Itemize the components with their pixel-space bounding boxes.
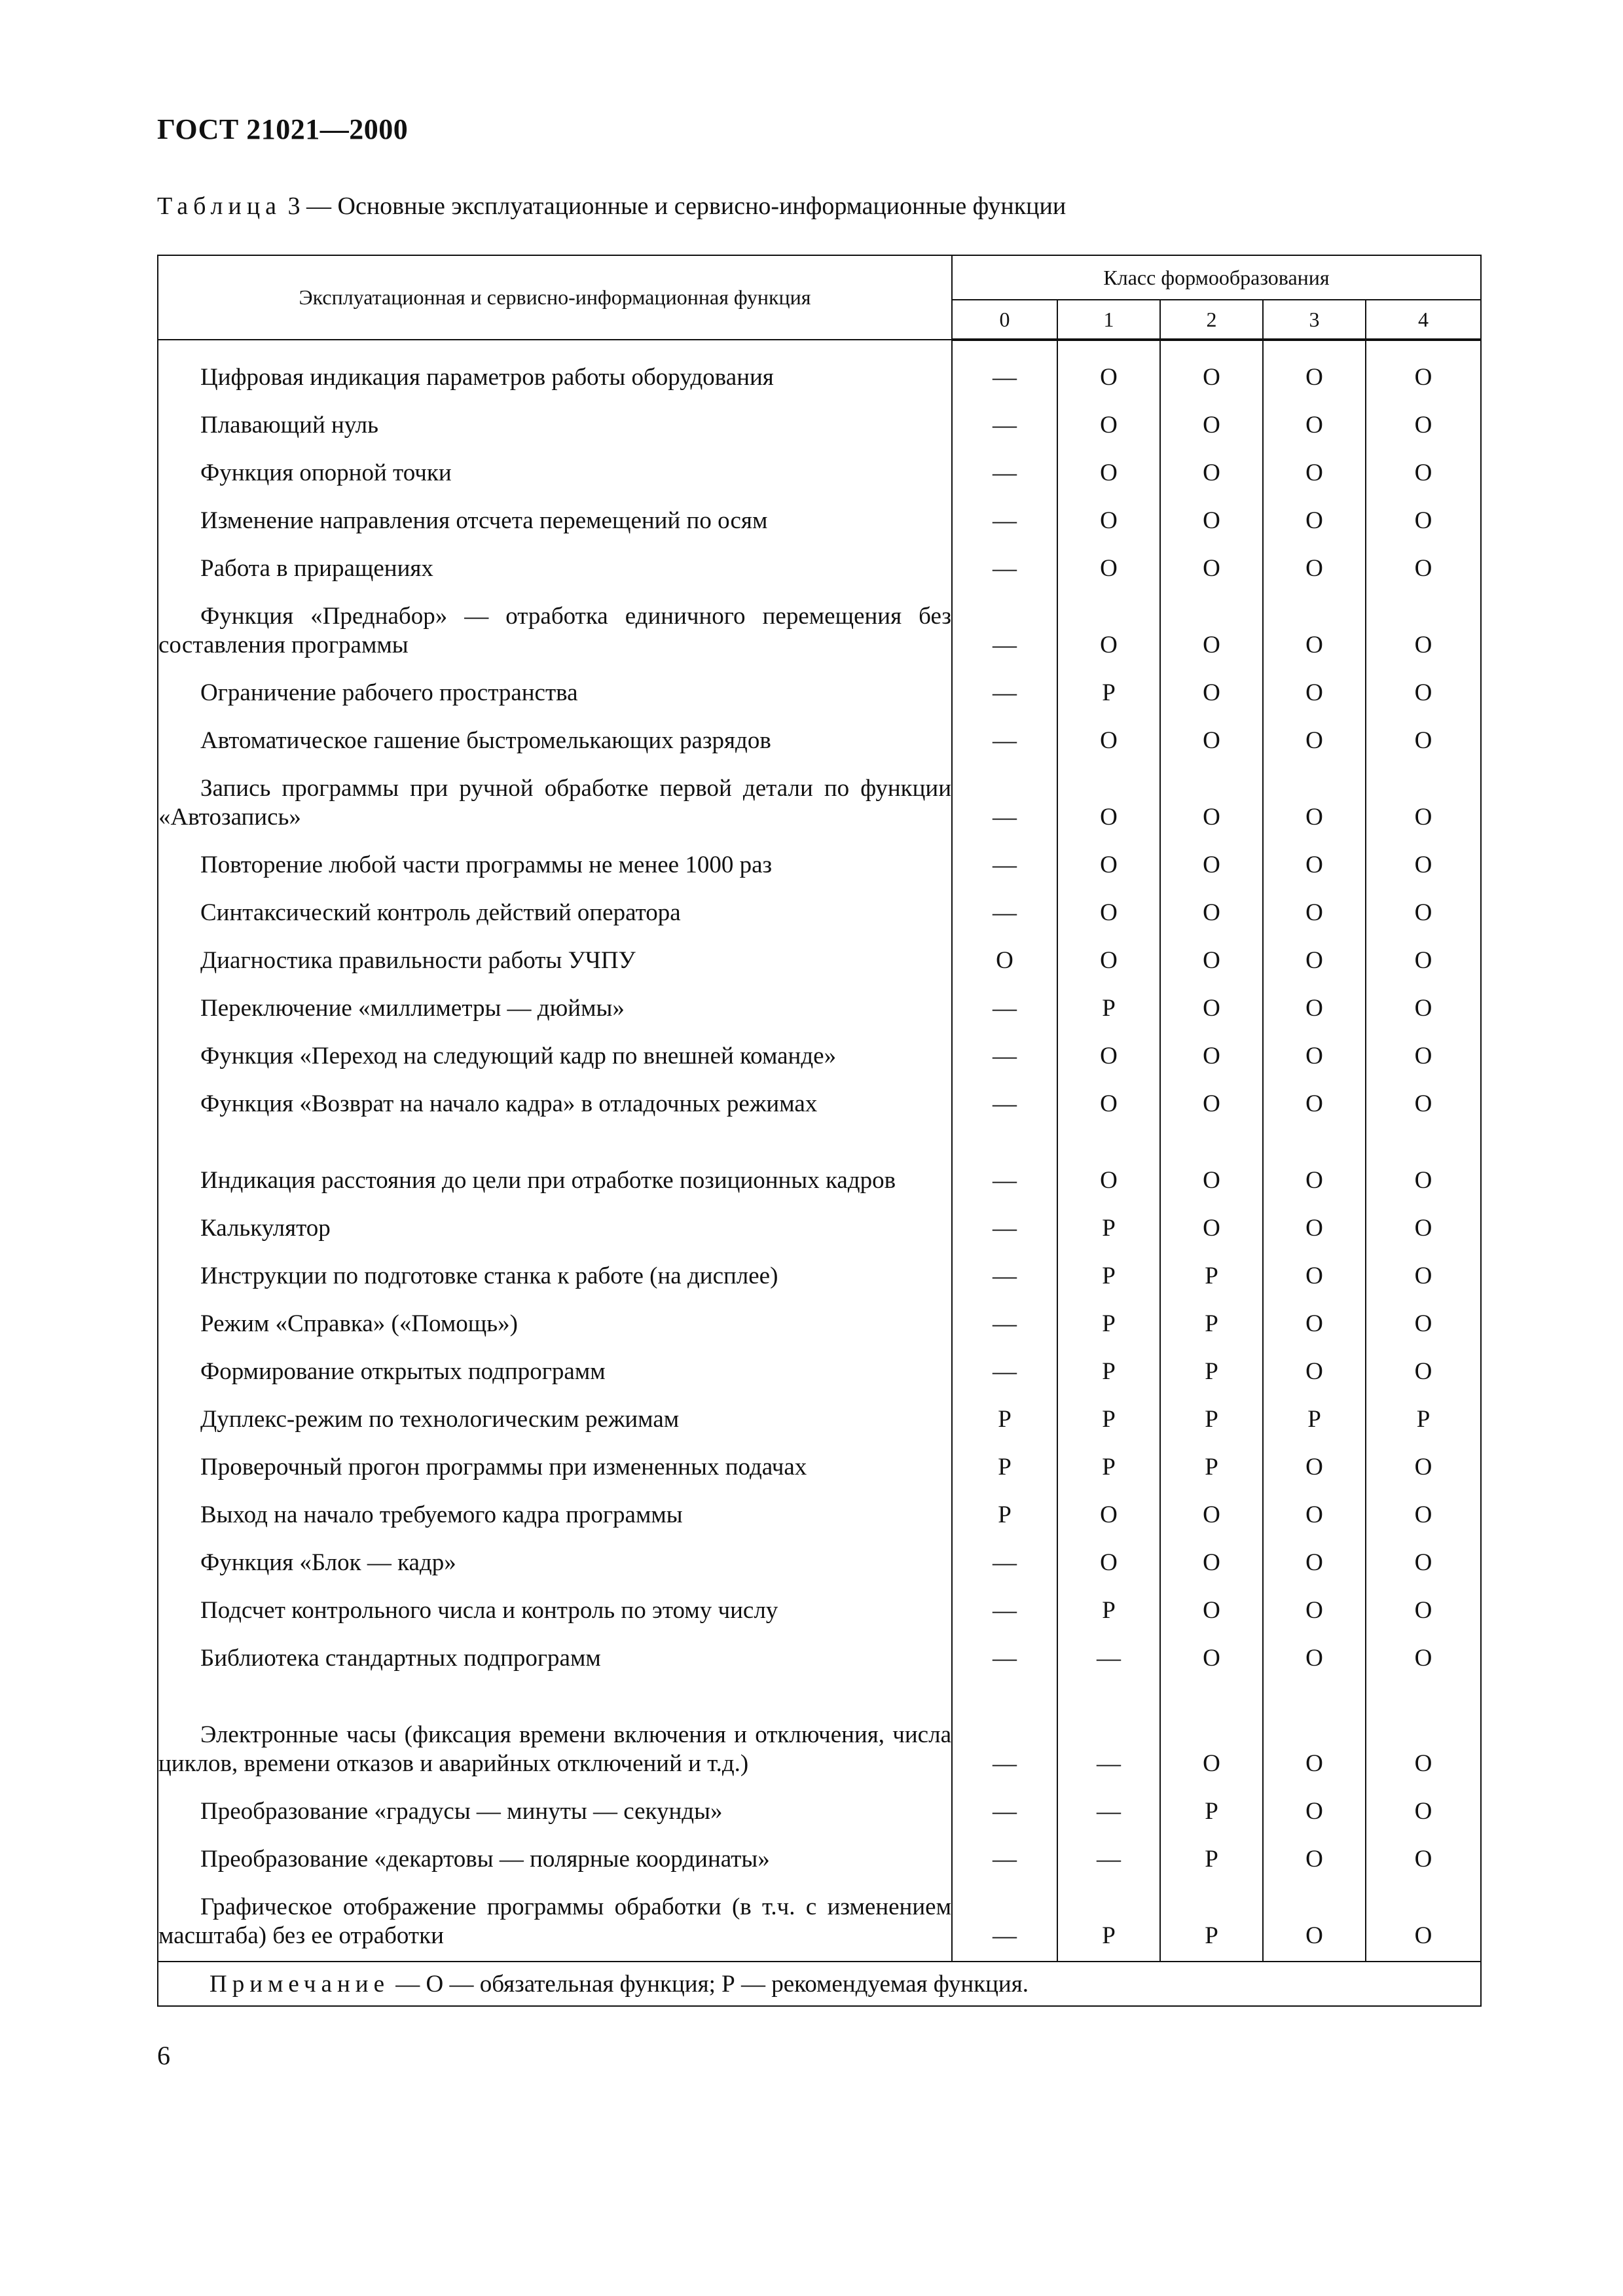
class-value-cell: О (1263, 1023, 1366, 1071)
function-name: Диагностика правильности работы УЧПУ (200, 947, 636, 974)
class-value-cell: О (1160, 340, 1263, 392)
class-value-cell: О (1366, 1243, 1481, 1291)
table-row (158, 1291, 1481, 1338)
class-value-cell: О (1366, 392, 1481, 440)
class-value-cell: — (952, 1673, 1057, 1778)
table-row (158, 583, 1481, 660)
table-row (158, 1577, 1481, 1625)
class-value-cell: О (1366, 660, 1481, 708)
class-value-cell: О (1160, 440, 1263, 488)
class-value-cell: О (1057, 583, 1160, 660)
class-value-cell: О (1057, 832, 1160, 880)
class-column-2: 2 (1160, 300, 1263, 340)
class-value-cell: — (952, 1195, 1057, 1243)
function-cell (158, 832, 952, 880)
class-value-cell: О (1057, 535, 1160, 583)
class-value-cell: О (1263, 1434, 1366, 1482)
table-row (158, 1826, 1481, 1874)
class-value-cell: О (1160, 1577, 1263, 1625)
class-value-cell: О (1263, 927, 1366, 975)
class-value-cell: — (952, 1243, 1057, 1291)
class-value-cell: О (1160, 1673, 1263, 1778)
function-name: Функция опорной точки (200, 459, 452, 486)
function-name: Электронные часы (фиксация времени включения и отключения, числа циклов, времени отказов и аварийных отключений и т.д.) (158, 1721, 951, 1777)
class-value-cell: Р (1160, 1874, 1263, 1962)
function-cell (158, 440, 952, 488)
class-value-cell: О (1366, 1291, 1481, 1338)
class-value-cell: О (1160, 927, 1263, 975)
function-name: Синтаксический контроль действий оператора (200, 899, 681, 926)
table-row (158, 488, 1481, 535)
table-row (158, 1119, 1481, 1195)
function-name: Проверочный прогон программы при измененных подачах (200, 1454, 807, 1480)
function-name: Библиотека стандартных подпрограмм (200, 1645, 601, 1672)
class-value-cell: О (1160, 880, 1263, 927)
function-cell (158, 880, 952, 927)
table-row (158, 1482, 1481, 1530)
class-value-cell: Р (1057, 1874, 1160, 1962)
function-name: Формирование открытых подпрограмм (200, 1358, 606, 1385)
class-value-cell: — (952, 1826, 1057, 1874)
class-value-cell: О (1366, 832, 1481, 880)
class-value-cell: О (1366, 1119, 1481, 1195)
class-value-cell: — (952, 1874, 1057, 1962)
class-value-cell: О (1366, 1071, 1481, 1119)
class-value-cell: О (1160, 832, 1263, 880)
class-value-cell: — (952, 880, 1057, 927)
function-name: Цифровая индикация параметров работы оборудования (200, 364, 774, 391)
class-value-cell: О (1366, 1195, 1481, 1243)
function-cell (158, 488, 952, 535)
class-value-cell: О (1160, 755, 1263, 832)
class-value-cell: — (952, 392, 1057, 440)
class-value-cell: О (1160, 1119, 1263, 1195)
table-body (158, 340, 1481, 1962)
class-value-cell: Р (1160, 1434, 1263, 1482)
class-value-cell: О (1160, 392, 1263, 440)
function-cell (158, 1826, 952, 1874)
function-cell (158, 1482, 952, 1530)
class-value-cell: Р (952, 1386, 1057, 1434)
table-caption (157, 192, 1066, 221)
class-value-cell: О (1160, 660, 1263, 708)
class-value-cell: О (1366, 1625, 1481, 1673)
function-cell (158, 1243, 952, 1291)
class-value-cell: О (1057, 755, 1160, 832)
class-value-cell: Р (1057, 1338, 1160, 1386)
class-value-cell: О (1366, 1577, 1481, 1625)
class-value-cell: О (1160, 1023, 1263, 1071)
function-cell (158, 1023, 952, 1071)
class-value-cell: — (952, 583, 1057, 660)
class-value-cell: О (1366, 1338, 1481, 1386)
class-value-cell: О (1160, 708, 1263, 755)
class-value-cell: О (1263, 1338, 1366, 1386)
table-row (158, 1386, 1481, 1434)
class-value-cell: О (1366, 1778, 1481, 1826)
class-value-cell: О (1057, 1482, 1160, 1530)
class-column-0: 0 (952, 300, 1057, 340)
class-value-cell: О (1160, 1071, 1263, 1119)
note-text: — О — обязательная функция; Р — рекомендуемая функция. (390, 1970, 1029, 1998)
table-row (158, 1673, 1481, 1778)
table-note (158, 1962, 1481, 2006)
function-name: Работа в приращениях (200, 555, 433, 582)
class-value-cell: — (1057, 1673, 1160, 1778)
function-name: Переключение «миллиметры — дюймы» (200, 995, 625, 1022)
table-row (158, 1530, 1481, 1577)
function-name: Индикация расстояния до цели при отработке позиционных кадров (200, 1167, 896, 1194)
class-value-cell: — (1057, 1625, 1160, 1673)
class-value-cell: О (1366, 535, 1481, 583)
class-value-cell: О (1366, 755, 1481, 832)
function-cell (158, 1673, 952, 1778)
class-value-cell: О (1160, 1482, 1263, 1530)
table-row (158, 1023, 1481, 1071)
function-cell (158, 927, 952, 975)
class-value-cell: — (952, 1778, 1057, 1826)
function-cell (158, 1530, 952, 1577)
table-row (158, 340, 1481, 392)
class-value-cell: О (1263, 440, 1366, 488)
class-value-cell: — (1057, 1826, 1160, 1874)
class-value-cell: О (1160, 1195, 1263, 1243)
function-name: Калькулятор (200, 1215, 331, 1242)
function-cell (158, 1874, 952, 1962)
class-value-cell: О (1366, 1673, 1481, 1778)
class-value-cell: О (1366, 1826, 1481, 1874)
class-value-cell: О (1160, 488, 1263, 535)
class-value-cell: — (952, 1291, 1057, 1338)
table-row (158, 1338, 1481, 1386)
class-value-cell: О (1057, 1530, 1160, 1577)
class-value-cell: О (1263, 1291, 1366, 1338)
table-row (158, 440, 1481, 488)
class-value-cell: О (1263, 535, 1366, 583)
class-value-cell: О (1057, 440, 1160, 488)
class-value-cell: Р (1160, 1243, 1263, 1291)
class-value-cell: — (952, 440, 1057, 488)
function-cell (158, 1577, 952, 1625)
class-value-cell: Р (1057, 1243, 1160, 1291)
class-value-cell: О (1160, 535, 1263, 583)
class-value-cell: О (1160, 1625, 1263, 1673)
class-value-cell: О (1057, 1119, 1160, 1195)
function-cell (158, 340, 952, 392)
class-value-cell: О (1057, 340, 1160, 392)
class-value-cell: О (1057, 1071, 1160, 1119)
functions-table (157, 255, 1482, 2007)
class-value-cell: О (1263, 660, 1366, 708)
class-value-cell: — (1057, 1778, 1160, 1826)
table-row (158, 927, 1481, 975)
class-value-cell: О (1263, 1625, 1366, 1673)
class-value-cell: Р (1160, 1338, 1263, 1386)
table-row (158, 1434, 1481, 1482)
function-name: Изменение направления отсчета перемещений по осям (200, 507, 768, 534)
table-row (158, 1071, 1481, 1119)
function-name: Автоматическое гашение быстромелькающих разрядов (200, 727, 771, 754)
function-name: Преобразование «градусы — минуты — секунды» (200, 1798, 723, 1825)
class-value-cell: Р (1057, 1386, 1160, 1434)
function-name: Функция «Возврат на начало кадра» в отладочных режимах (200, 1090, 818, 1117)
class-value-cell: О (1366, 1482, 1481, 1530)
class-value-cell: О (1263, 975, 1366, 1023)
class-value-cell: О (1263, 1071, 1366, 1119)
table-row (158, 1625, 1481, 1673)
class-value-cell: О (1263, 1482, 1366, 1530)
class-value-cell: О (1057, 927, 1160, 975)
class-value-cell: О (1160, 1530, 1263, 1577)
function-cell (158, 1778, 952, 1826)
class-value-cell: О (1263, 1778, 1366, 1826)
function-name: Инструкции по подготовке станка к работе (на дисплее) (200, 1263, 778, 1289)
table-row (158, 1874, 1481, 1962)
function-cell (158, 583, 952, 660)
function-name: Режим «Справка» («Помощь») (200, 1310, 518, 1337)
class-value-cell: О (1263, 1673, 1366, 1778)
class-value-cell: О (1263, 488, 1366, 535)
class-value-cell: О (1366, 440, 1481, 488)
function-cell (158, 1386, 952, 1434)
class-value-cell: О (1263, 1119, 1366, 1195)
class-value-cell: Р (1160, 1778, 1263, 1826)
class-value-cell: Р (1366, 1386, 1481, 1434)
class-value-cell: Р (1057, 1291, 1160, 1338)
table-row (158, 1243, 1481, 1291)
function-cell (158, 1119, 952, 1195)
table-row (158, 392, 1481, 440)
class-value-cell: О (1366, 340, 1481, 392)
class-value-cell: — (952, 488, 1057, 535)
class-value-cell: Р (1263, 1386, 1366, 1434)
class-value-cell: О (1366, 488, 1481, 535)
class-value-cell: О (1263, 583, 1366, 660)
function-name: Ограничение рабочего пространства (200, 679, 578, 706)
class-value-cell: — (952, 340, 1057, 392)
class-value-cell: О (1366, 1023, 1481, 1071)
table-row (158, 1195, 1481, 1243)
class-value-cell: О (1263, 708, 1366, 755)
class-value-cell: — (952, 660, 1057, 708)
table-row (158, 880, 1481, 927)
class-value-cell: Р (1057, 1434, 1160, 1482)
class-value-cell: О (1366, 1874, 1481, 1962)
class-value-cell: О (1263, 880, 1366, 927)
class-column-3: 3 (1263, 300, 1366, 340)
class-value-cell: — (952, 1338, 1057, 1386)
table-row (158, 708, 1481, 755)
class-value-cell: — (952, 755, 1057, 832)
function-cell (158, 392, 952, 440)
page-number: 6 (157, 2041, 170, 2070)
table-caption-label: Таблица (157, 192, 282, 220)
class-value-cell: О (1057, 488, 1160, 535)
class-value-cell: О (1057, 880, 1160, 927)
table-note-row (158, 1962, 1481, 2006)
class-value-cell: — (952, 975, 1057, 1023)
function-cell (158, 1071, 952, 1119)
class-value-cell: О (1160, 583, 1263, 660)
class-value-cell: О (1366, 880, 1481, 927)
function-cell (158, 755, 952, 832)
class-value-cell: О (1263, 392, 1366, 440)
class-value-cell: — (952, 1071, 1057, 1119)
class-value-cell: О (1366, 1530, 1481, 1577)
table-row (158, 1778, 1481, 1826)
function-cell (158, 1195, 952, 1243)
function-name: Повторение любой части программы не менее 1000 раз (200, 852, 773, 878)
class-value-cell: — (952, 1577, 1057, 1625)
class-value-cell: Р (1160, 1291, 1263, 1338)
table-caption-title: 3 — Основные эксплуатационные и сервисно-информационные функции (282, 192, 1067, 220)
class-value-cell: Р (952, 1434, 1057, 1482)
function-name: Плавающий нуль (200, 412, 379, 439)
class-value-cell: Р (1057, 660, 1160, 708)
function-name: Преобразование «декартовы — полярные координаты» (200, 1846, 770, 1873)
class-value-cell: О (1263, 755, 1366, 832)
class-value-cell: — (952, 1119, 1057, 1195)
function-name: Подсчет контрольного числа и контроль по этому числу (200, 1597, 778, 1624)
function-name: Выход на начало требуемого кадра программы (200, 1501, 683, 1528)
table-row (158, 660, 1481, 708)
class-value-cell: О (1263, 1530, 1366, 1577)
function-cell (158, 660, 952, 708)
class-value-cell: О (1263, 1577, 1366, 1625)
function-cell (158, 1625, 952, 1673)
note-label: Примечание (210, 1970, 390, 1998)
class-value-cell: О (1057, 392, 1160, 440)
function-cell (158, 1434, 952, 1482)
class-value-cell: О (1160, 975, 1263, 1023)
class-value-cell: О (1366, 1434, 1481, 1482)
class-value-cell: О (1057, 1023, 1160, 1071)
class-value-cell: О (1263, 1195, 1366, 1243)
class-value-cell: Р (952, 1482, 1057, 1530)
class-value-cell: О (1263, 1243, 1366, 1291)
function-name: Функция «Блок — кадр» (200, 1549, 456, 1576)
class-value-cell: Р (1057, 1577, 1160, 1625)
function-cell (158, 975, 952, 1023)
class-value-cell: О (1366, 583, 1481, 660)
table-row (158, 832, 1481, 880)
class-value-cell: О (1366, 975, 1481, 1023)
class-value-cell: О (1263, 340, 1366, 392)
function-name: Функция «Переход на следующий кадр по внешней команде» (200, 1043, 837, 1069)
function-name: Графическое отображение программы обработки (в т.ч. с изменением масштаба) без ее отработки (158, 1893, 951, 1949)
table-row (158, 535, 1481, 583)
class-value-cell: — (952, 1625, 1057, 1673)
class-value-cell: Р (1160, 1826, 1263, 1874)
class-value-cell: Р (1057, 975, 1160, 1023)
document-header: ГОСТ 21021—2000 (157, 113, 409, 145)
class-value-cell: — (952, 832, 1057, 880)
function-cell (158, 708, 952, 755)
class-value-cell: Р (1160, 1386, 1263, 1434)
function-column-header: Эксплуатационная и сервисно-информационная функция (158, 255, 952, 340)
class-column-4: 4 (1366, 300, 1481, 340)
class-value-cell: — (952, 535, 1057, 583)
class-value-cell: О (1366, 927, 1481, 975)
function-cell (158, 1338, 952, 1386)
class-value-cell: О (1366, 708, 1481, 755)
class-value-cell: О (1263, 1874, 1366, 1962)
function-name: Дуплекс-режим по технологическим режимам (200, 1406, 680, 1433)
function-cell (158, 535, 952, 583)
function-name: Функция «Преднабор» — отработка единичного перемещения без составления программы (158, 603, 951, 658)
function-name: Запись программы при ручной обработке первой детали по функции «Автозапись» (158, 775, 951, 831)
class-value-cell: Р (1057, 1195, 1160, 1243)
class-value-cell: О (1263, 1826, 1366, 1874)
function-cell (158, 1291, 952, 1338)
class-value-cell: О (1057, 708, 1160, 755)
table-row (158, 755, 1481, 832)
table-row (158, 975, 1481, 1023)
class-column-1: 1 (1057, 300, 1160, 340)
class-value-cell: О (1263, 832, 1366, 880)
class-value-cell: — (952, 1023, 1057, 1071)
class-value-cell: О (952, 927, 1057, 975)
class-column-header: Класс формообразования (952, 255, 1481, 300)
class-value-cell: — (952, 1530, 1057, 1577)
class-value-cell: — (952, 708, 1057, 755)
